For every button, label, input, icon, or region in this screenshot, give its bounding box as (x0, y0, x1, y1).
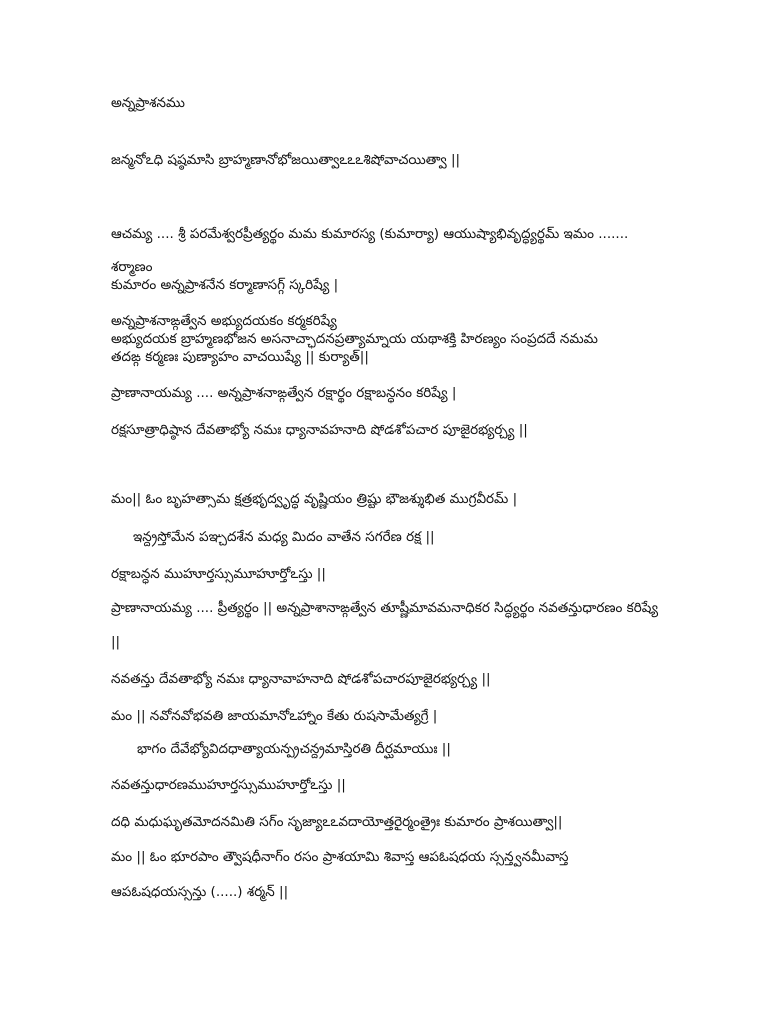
mantra-line: భాగం దేవేభ్యోవిదధాత్యాయన్ప్రచన్ద్రమాస్తిరతి దీర్ఘమాయుః || (137, 741, 451, 757)
text-line: శర్మాణం (111, 259, 153, 275)
text-line: || (111, 634, 121, 650)
mantra-line: మం|| ఓం బృహత్సామ క్షత్రభృద్వృద్ధ వృష్ణియం త్రిష్టు భౌజశ్శుభిత ముగ్రవీరమ్ | (111, 491, 518, 507)
text-line: దధి మధుఘృతమోదనమితి సగ్ం సృజ్యాఽఽవదాయోత్తరైర్మంత్రైః కుమారం ప్రాశయిత్వా|| (111, 814, 563, 830)
mantra-line: ఇన్ద్రస్తోమేన పఞ్చదశేన మధ్య మిదం వాతేన సగరేణ రక్ష || (133, 529, 435, 545)
text-line: ప్రాణానాయమ్య .... అన్నప్రాశనాఙ్గత్వేన రక్షార్థం రక్షాబన్ధనం కరిష్యే | (111, 385, 457, 401)
text-line: నవతన్తుధారణముహూర్తస్సుముహూర్తోఽస్తు || (111, 777, 346, 793)
text-line: నవతన్తు దేవతాభ్యో నమః ధ్యానావాహనాది షోడశోపచారపూజైరభ్యర్చ్య || (111, 671, 491, 687)
text-line: అభ్యుదయక బ్రాహ్మణభోజన అసనాచ్ఛాదనప్రత్యామ్నాయ యథాశక్తి హిరణ్యం సంప్రదదే నమమ (111, 331, 598, 347)
text-line: తదఙ్గ కర్మణః పుణ్యాహం వాచయిష్యే || కుర్యాత్|| (111, 349, 369, 365)
text-line: రక్షాబన్ధన ముహూర్తస్సుమూహూర్తోఽస్తు || (111, 566, 326, 582)
text-line: అన్నప్రాశనాఙ్గత్వేన అభ్యుదయకం కర్మకరిష్యే (111, 313, 337, 329)
text-line: కుమారం అన్నప్రాశనేన కర్మాణాసగ్గ్ స్కరిష్యే | (111, 277, 339, 293)
text-line: ఆచమ్య .... శ్రీ పరమేశ్వరప్రీత్యర్థం మమ కుమారస్య (కుమార్యా) ఆయుష్యాభివృద్ధ్యర్థమ్ ఇమం ....... (111, 226, 629, 242)
text-line: రక్షసూత్రాధిష్ఠాన దేవతాభ్యో నమః ధ్యానావహనాది షోడశోపచార పూజైరభ్యర్చ్య || (111, 422, 528, 438)
text-line: జన్మనోఽధి షష్ఠమాసి బ్రాహ్మణానోభోజయిత్వాఽఽఽశిషోవాచయిత్వా || (111, 152, 461, 168)
mantra-line: మం || ఓం భూరపాం త్వౌషధీనాగ్ం రసం ప్రాశయామి శివాస్త ఆపఓషధయ స్సన్త్వనమీవాస్త (111, 849, 569, 865)
text-line: ప్రాణానాయమ్య .... ప్రీత్యర్థం || అన్నప్రాశానాఙ్గత్వేన తూష్ణీమావమనాధికర సిద్ధ్యర్థం నవతన్తుధారణం కరిష్యే (111, 600, 658, 616)
document-title: అన్నప్రాశనము (111, 95, 185, 111)
mantra-line: ఆపఓషధయస్సన్తు (.....) శర్మన్ || (111, 884, 289, 900)
mantra-line: మం || నవోనవోభవతి జాయమానోఽహ్నాం కేతు రుషసామేత్యగ్రే | (111, 708, 438, 724)
